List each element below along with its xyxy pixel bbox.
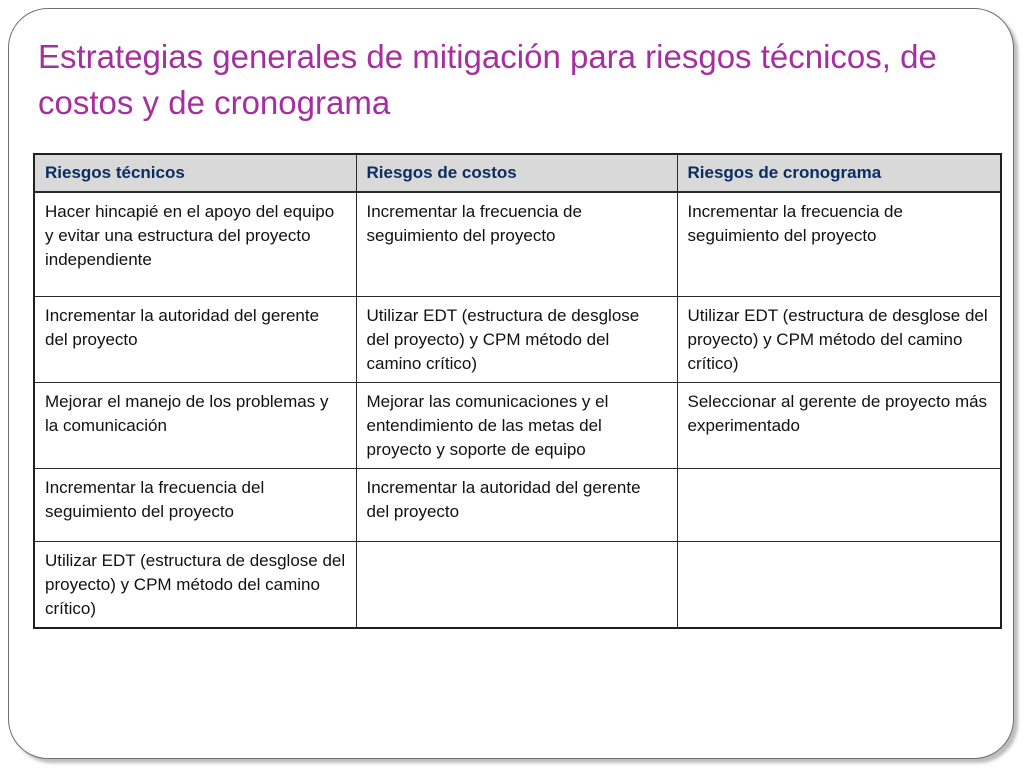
table-cell: Utilizar EDT (estructura de desglose del proyecto) y CPM método del camino crítico) xyxy=(356,297,677,383)
mitigation-table xyxy=(33,153,1002,629)
header-cost-risks: Riesgos de costos xyxy=(356,154,677,192)
table-cell: Incrementar la frecuencia de seguimiento del proyecto xyxy=(677,192,1001,297)
table-cell: Utilizar EDT (estructura de desglose del proyecto) y CPM método del camino crítico) xyxy=(677,297,1001,383)
table-cell: Mejorar el manejo de los problemas y la comunicación xyxy=(34,383,356,469)
table-cell: Incrementar la autoridad del gerente del proyecto xyxy=(34,297,356,383)
table-row xyxy=(34,542,1001,629)
table-row xyxy=(34,192,1001,297)
slide-title: Estrategias generales de mitigación para riesgos técnicos, de costos y de cronograma xyxy=(38,38,937,121)
table-row xyxy=(34,297,1001,383)
table-cell: Seleccionar al gerente de proyecto más experimentado xyxy=(677,383,1001,469)
table-cell xyxy=(356,542,677,629)
header-technical-risks: Riesgos técnicos xyxy=(34,154,356,192)
table-cell xyxy=(677,542,1001,629)
table-cell: Mejorar las comunicaciones y el entendimiento de las metas del proyecto y soporte de equipo xyxy=(356,383,677,469)
table-cell: Incrementar la frecuencia de seguimiento del proyecto xyxy=(356,192,677,297)
table-cell xyxy=(677,469,1001,542)
table-cell: Hacer hincapié en el apoyo del equipo y evitar una estructura del proyecto independiente xyxy=(34,192,356,297)
table-cell: Incrementar la frecuencia del seguimiento del proyecto xyxy=(34,469,356,542)
table-header-row xyxy=(34,154,1001,192)
table-cell: Incrementar la autoridad del gerente del proyecto xyxy=(356,469,677,542)
table-row xyxy=(34,383,1001,469)
table-cell: Utilizar EDT (estructura de desglose del proyecto) y CPM método del camino crítico) xyxy=(34,542,356,629)
table-row xyxy=(34,469,1001,542)
header-schedule-risks: Riesgos de cronograma xyxy=(677,154,1001,192)
